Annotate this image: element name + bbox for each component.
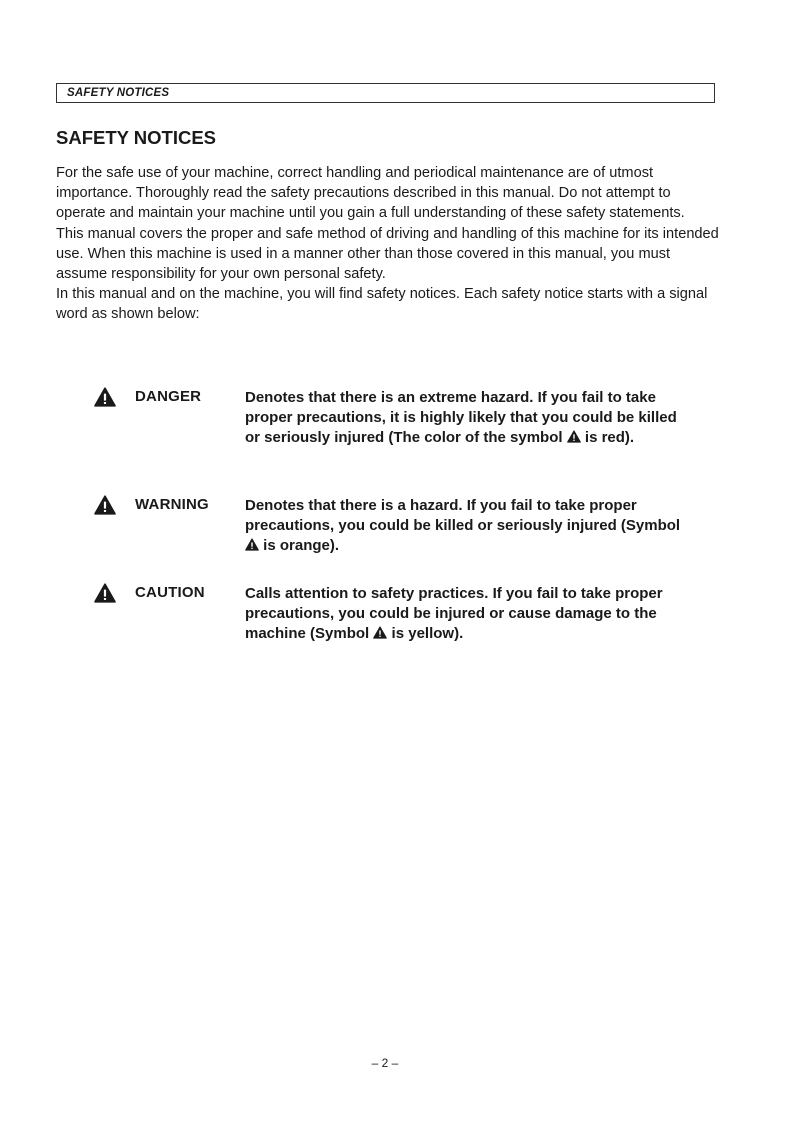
signal-word-warning: WARNING [135, 496, 209, 513]
intro-paragraph: This manual covers the proper and safe method of driving and handling of this machine for its intended use. When this machine is used in a manner other than those covered in this manual, you must assume responsibility for your own personal safety. [56, 225, 719, 283]
warning-triangle-icon [567, 430, 581, 443]
signal-word-caution: CAUTION [135, 584, 205, 601]
intro-paragraph: For the safe use of your machine, correct handling and periodical maintenance are of utmost importance. Thoroughly read the safety precautions described in this manual. Do not attempt to operate and maintain your machine until you gain a full understanding of these safety statements. [56, 165, 685, 222]
warning-triangle-icon [94, 583, 116, 603]
page-number: – 2 – [371, 1056, 399, 1070]
signal-word-danger: DANGER [135, 388, 202, 405]
notice-description-text: is red). [584, 429, 635, 447]
section-header-label: SAFETY NOTICES [67, 87, 170, 99]
warning-triangle-icon [245, 538, 259, 551]
warning-triangle-icon [373, 626, 387, 639]
notice-description-text: Calls attention to safety practices. If you fail to take proper precautions, you could be injured or cause damage to the machine (Symbol [245, 585, 663, 643]
intro-paragraph: In this manual and on the machine, you will find safety notices. Each safety notice starts with a signal word as shown below: [56, 286, 708, 323]
notice-description-text: Denotes that there is a hazard. If you fail to take proper precautions, you could be killed or seriously injured (Symbol [245, 497, 681, 535]
warning-triangle-icon [94, 387, 116, 407]
notice-description-text: Denotes that there is an extreme hazard. If you fail to take proper precautions, it is highly likely that you could be killed or seriously injured (The color of the symbol [245, 389, 677, 447]
intro-text [56, 163, 720, 325]
notice-description-text: is orange). [263, 537, 340, 555]
page-title: SAFETY NOTICES [56, 127, 217, 148]
warning-triangle-icon [94, 495, 116, 515]
notice-description-text: is yellow). [391, 625, 464, 643]
notice-description [245, 388, 685, 449]
section-header-box [56, 83, 715, 103]
notice-description [245, 496, 685, 557]
notice-description [245, 584, 685, 645]
